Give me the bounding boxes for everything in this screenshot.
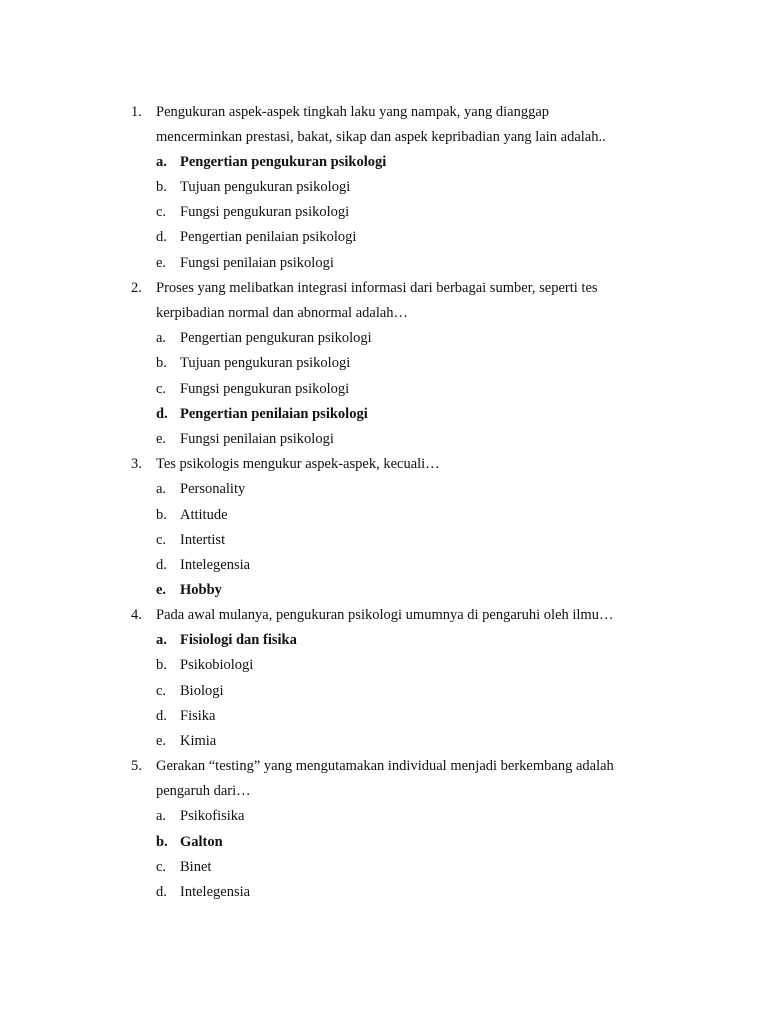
option-letter: a. <box>156 481 167 497</box>
question-text: Pengukuran aspek-aspek tingkah laku yang nampak, yang dianggap <box>156 104 550 120</box>
question-number: 3. <box>131 456 142 472</box>
question-text: Proses yang melibatkan integrasi informasi dari berbagai sumber, seperti tes <box>156 280 598 296</box>
option-letter: e. <box>156 255 167 271</box>
option-text: Intertist <box>180 532 226 548</box>
option-letter: d. <box>156 708 167 724</box>
option-text: Attitude <box>180 507 228 523</box>
question-text: mencerminkan prestasi, bakat, sikap dan aspek kepribadian yang lain adalah.. <box>156 129 606 145</box>
option-text: Psikobiologi <box>180 657 254 673</box>
question-text: Tes psikologis mengukur aspek-aspek, kecuali… <box>156 456 440 472</box>
option-text: Pengertian pengukuran psikologi <box>180 330 372 346</box>
option-letter: c. <box>156 532 167 548</box>
option-letter: a. <box>156 808 167 824</box>
option-text: Binet <box>180 859 212 875</box>
option-text: Tujuan pengukuran psikologi <box>180 179 351 195</box>
option-text: Biologi <box>180 683 224 699</box>
option-text: Intelegensia <box>180 557 251 573</box>
option-letter: b. <box>156 507 167 523</box>
option-letter: c. <box>156 683 167 699</box>
option-text: Galton <box>180 834 223 850</box>
question-number: 1. <box>131 104 142 120</box>
option-letter: b. <box>156 834 168 850</box>
option-text: Pengertian penilaian psikologi <box>180 229 357 245</box>
option-letter: d. <box>156 229 167 245</box>
option-text: Tujuan pengukuran psikologi <box>180 355 351 371</box>
option-letter: c. <box>156 204 167 220</box>
question-text: kerpibadian normal dan abnormal adalah… <box>156 305 409 321</box>
option-letter: d. <box>156 884 167 900</box>
question-number: 5. <box>131 758 142 774</box>
option-text: Fisika <box>180 708 216 724</box>
option-text: Psikofisika <box>180 808 245 824</box>
question-text: Gerakan “testing” yang mengutamakan individual menjadi berkembang adalah <box>156 758 614 774</box>
option-letter: e. <box>156 431 167 447</box>
option-letter: b. <box>156 179 167 195</box>
option-letter: a. <box>156 330 167 346</box>
option-text: Fungsi penilaian psikologi <box>180 431 334 447</box>
question-number: 2. <box>131 280 142 296</box>
option-letter: b. <box>156 657 167 673</box>
option-letter: e. <box>156 582 167 598</box>
option-letter: e. <box>156 733 167 749</box>
question-text: pengaruh dari… <box>156 783 251 799</box>
option-text: Fisiologi dan fisika <box>180 632 297 648</box>
option-letter: c. <box>156 381 167 397</box>
option-text: Fungsi pengukuran psikologi <box>180 204 350 220</box>
option-text: Intelegensia <box>180 884 251 900</box>
option-text: Fungsi pengukuran psikologi <box>180 381 350 397</box>
option-text: Pengertian pengukuran psikologi <box>180 154 387 170</box>
option-text: Fungsi penilaian psikologi <box>180 255 334 271</box>
option-text: Kimia <box>180 733 217 749</box>
option-text: Pengertian penilaian psikologi <box>180 406 368 422</box>
option-text: Personality <box>180 481 246 497</box>
option-text: Hobby <box>180 582 222 598</box>
option-letter: d. <box>156 557 167 573</box>
option-letter: c. <box>156 859 167 875</box>
question-number: 4. <box>131 607 142 623</box>
option-letter: a. <box>156 632 167 648</box>
option-letter: b. <box>156 355 167 371</box>
option-letter: d. <box>156 406 168 422</box>
option-letter: a. <box>156 154 167 170</box>
question-text: Pada awal mulanya, pengukuran psikologi umumnya di pengaruhi oleh ilmu… <box>156 607 614 623</box>
